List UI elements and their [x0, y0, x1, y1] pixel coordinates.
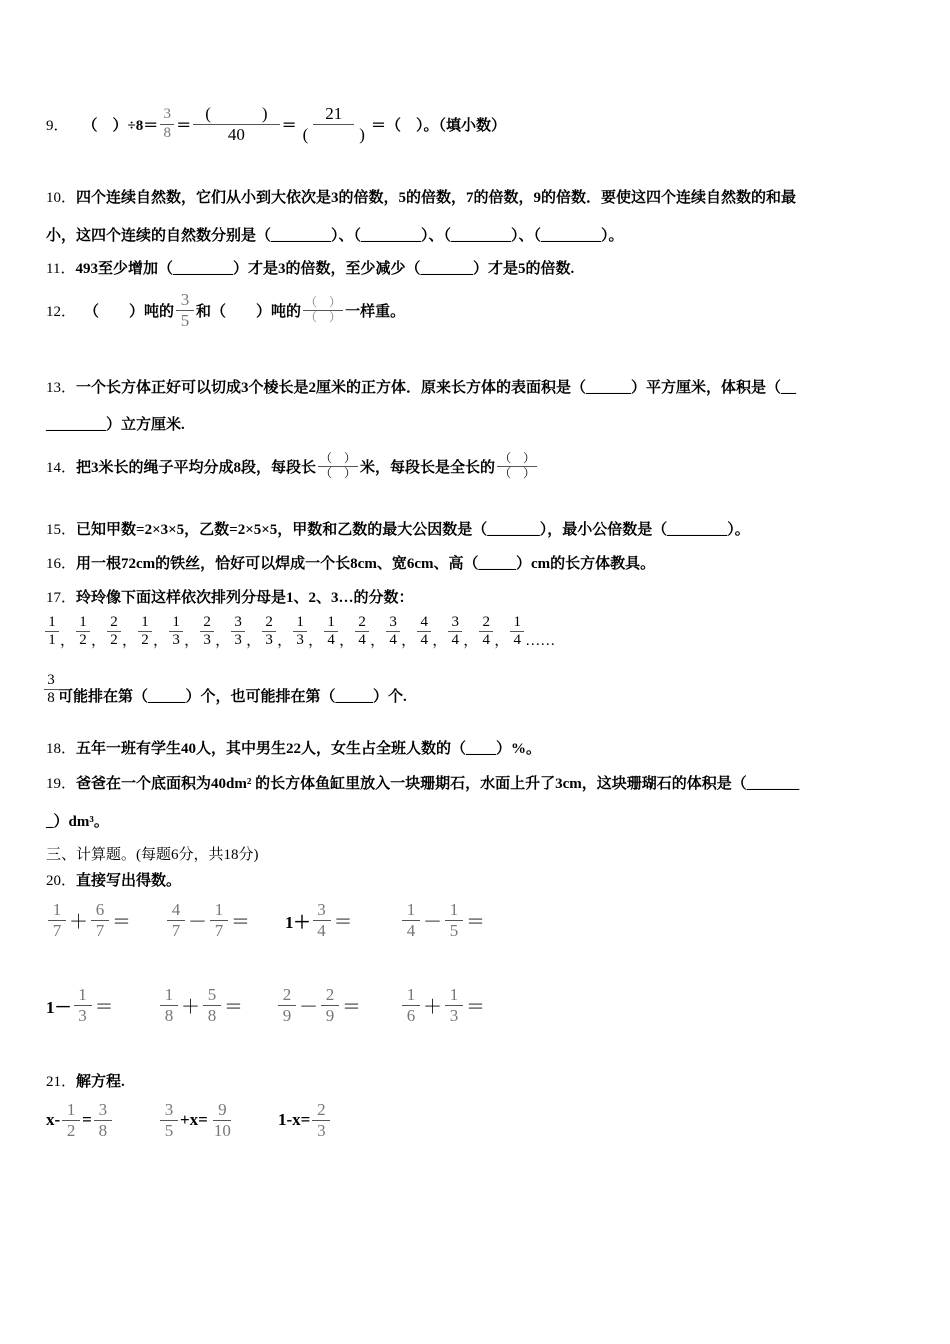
denominator: 5	[180, 310, 190, 330]
fraction	[278, 985, 296, 1025]
denominator: 8	[98, 1120, 108, 1140]
separator: ，	[463, 632, 479, 649]
fraction	[299, 104, 369, 144]
operator: ＝	[94, 996, 114, 1018]
text: 和（ ）吨的	[196, 303, 302, 320]
numerator: （ ）	[305, 294, 342, 309]
denominator: 3	[317, 1120, 326, 1140]
text: 四个连续自然数，它们从小到大依次是3的倍数，5的倍数，7的倍数，9的倍数．要使这四个连续自然数的和最	[76, 190, 797, 206]
denominator: 3	[78, 1005, 87, 1025]
question-13	[46, 376, 796, 397]
fraction	[200, 614, 214, 650]
numerator: 4	[167, 900, 185, 921]
operator: ＝	[224, 996, 244, 1018]
numerator: 2	[312, 1100, 330, 1121]
text: 直接写出得数。	[76, 873, 182, 889]
denominator: （ ）	[499, 465, 536, 480]
text: +x=	[180, 1110, 208, 1130]
fraction	[167, 900, 185, 940]
numerator: 1	[293, 614, 307, 632]
numerator: 1	[169, 614, 183, 632]
denominator: 5	[164, 1120, 174, 1140]
text: 用一根72cm的铁丝，恰好可以焊成一个长8cm、宽6cm、高（_____）cm的长方体教具。	[76, 556, 656, 572]
fraction	[169, 614, 183, 650]
calc-item	[400, 985, 486, 1025]
separator: ，	[370, 632, 386, 649]
separator: ，	[246, 632, 262, 649]
question-16	[46, 552, 655, 573]
question-number: 9．	[46, 117, 69, 134]
question-19-cont	[46, 810, 109, 831]
numerator: 2	[200, 614, 214, 632]
operator: ＝	[342, 996, 362, 1018]
fraction	[203, 985, 221, 1025]
operator: ＋	[69, 911, 89, 933]
denominator: 4	[513, 632, 521, 649]
numerator: 2	[479, 614, 493, 632]
operator: ＝	[333, 911, 353, 933]
question-10-cont	[46, 224, 624, 245]
fraction	[62, 1100, 80, 1140]
fraction	[231, 614, 245, 650]
calc-item	[285, 900, 354, 940]
question-number: 20．	[46, 873, 77, 889]
calc-item	[46, 985, 115, 1025]
calc-item	[158, 1100, 237, 1140]
numerator: 9	[213, 1100, 231, 1121]
text: 已知甲数=2×3×5，乙数=2×5×5，甲数和乙数的最大公因数是（_______），最小公倍数是（________）。	[76, 522, 750, 538]
question-number: 10．	[46, 190, 77, 206]
numerator: 1	[45, 614, 59, 632]
fraction	[160, 1100, 178, 1140]
denominator: 4	[358, 632, 366, 649]
question-15	[46, 518, 750, 539]
question-19	[46, 772, 799, 793]
fraction	[160, 985, 178, 1025]
calc-item	[165, 900, 251, 940]
denominator: 1	[48, 632, 56, 649]
fraction	[74, 985, 92, 1025]
separator: ，	[308, 632, 324, 649]
numerator: ( )	[193, 104, 279, 125]
fraction	[402, 985, 420, 1025]
calc-item	[46, 900, 132, 940]
numerator: 2	[262, 614, 276, 632]
separator: ，	[184, 632, 200, 649]
fraction	[497, 452, 537, 481]
text: ＝	[176, 117, 192, 134]
fraction	[402, 900, 420, 940]
question-20	[46, 869, 181, 890]
operator: －	[299, 996, 319, 1018]
text: 一样重。	[345, 303, 406, 320]
text: 1－	[46, 997, 72, 1017]
question-14	[46, 452, 539, 481]
denominator: 8	[207, 1005, 217, 1025]
separator: ，	[494, 632, 510, 649]
numerator: 5	[203, 985, 221, 1006]
denominator: 4	[420, 632, 428, 649]
question-number: 15．	[46, 522, 77, 538]
fraction	[160, 106, 174, 142]
denominator: 10	[213, 1120, 231, 1140]
text: 玲玲像下面这样依次排列分母是1、2、3…的分数：	[76, 590, 414, 606]
text: 1-x=	[278, 1110, 311, 1130]
numerator: 1	[74, 985, 92, 1006]
denominator: 3	[203, 632, 211, 649]
denominator: 8	[164, 1005, 174, 1025]
fraction	[94, 1100, 112, 1140]
text: 493至少增加（________）才是3的倍数，至少减少（_______）才是5的倍数.	[75, 261, 575, 277]
denominator: 9	[325, 1005, 335, 1025]
separator: ，	[60, 632, 76, 649]
denominator: 7	[95, 920, 105, 940]
fraction	[321, 985, 339, 1025]
separator: ，	[122, 632, 138, 649]
operator: ＝	[466, 996, 486, 1018]
denominator: 4	[389, 632, 397, 649]
text: =	[82, 1110, 92, 1130]
denominator: ( )	[302, 124, 365, 144]
question-number: 19．	[46, 776, 77, 792]
denominator: 3	[296, 632, 304, 649]
numerator: 3	[448, 614, 462, 632]
question-number: 17．	[46, 590, 77, 606]
operator: ＋	[423, 996, 443, 1018]
separator: ，	[91, 632, 107, 649]
numerator: 2	[355, 614, 369, 632]
ellipsis: ……	[525, 632, 556, 649]
numerator: 1	[445, 985, 463, 1006]
numerator: 1	[48, 900, 66, 921]
denominator: 3	[265, 632, 273, 649]
fraction-sequence	[44, 614, 555, 650]
fraction	[386, 614, 400, 650]
fraction	[510, 614, 524, 650]
fraction	[318, 452, 358, 481]
fraction	[303, 296, 343, 325]
fraction	[44, 672, 58, 708]
text: 一个长方体正好可以切成3个棱长是2厘米的正方体．原来长方体的表面积是（______）平方厘米，体积是（__	[76, 380, 797, 396]
numerator: 3	[386, 614, 400, 632]
calc-item	[158, 985, 244, 1025]
denominator: 3	[172, 632, 180, 649]
question-number: 12．	[46, 303, 77, 320]
numerator: 6	[91, 900, 109, 921]
fraction	[193, 104, 279, 144]
numerator: 21	[313, 104, 354, 125]
denominator: 2	[79, 632, 87, 649]
question-17-cont	[44, 672, 407, 708]
numerator: 1	[324, 614, 338, 632]
separator: ，	[277, 632, 293, 649]
separator: ，	[215, 632, 231, 649]
numerator: 3	[231, 614, 245, 632]
denominator: 8	[47, 690, 55, 707]
numerator: 1	[76, 614, 90, 632]
fraction	[76, 614, 90, 650]
text: x-	[46, 1110, 61, 1130]
operator: －	[423, 911, 443, 933]
calc-item	[46, 1100, 114, 1140]
calc-item	[400, 900, 486, 940]
text: 米，每段长是全长的	[360, 459, 496, 476]
numerator: 3	[160, 106, 174, 124]
denominator: 4	[482, 632, 490, 649]
fraction	[210, 900, 228, 940]
question-number: 13．	[46, 380, 77, 396]
fraction	[48, 900, 66, 940]
section-heading	[46, 843, 259, 864]
fraction	[355, 614, 369, 650]
numerator: 1	[402, 985, 420, 1006]
numerator: 1	[445, 900, 463, 921]
operator: ＝	[466, 911, 486, 933]
question-13-cont	[46, 413, 185, 434]
operator: ＝	[112, 911, 132, 933]
numerator: 3	[44, 672, 58, 690]
denominator: 4	[327, 632, 335, 649]
fraction	[107, 614, 121, 650]
numerator: 4	[417, 614, 431, 632]
denominator: 7	[52, 920, 62, 940]
denominator: 40	[227, 124, 245, 144]
numerator: 2	[278, 985, 296, 1006]
denominator: 5	[449, 920, 459, 940]
text: ＝（ ）。（填小数）	[370, 117, 506, 134]
text: 把3米长的绳子平均分成8段，每段长	[76, 459, 317, 476]
numerator: 2	[107, 614, 121, 632]
fraction	[445, 900, 463, 940]
denominator: （ ）	[305, 309, 342, 324]
calc-item	[278, 1100, 332, 1140]
text: ________）立方厘米.	[46, 417, 185, 433]
text: ＝	[281, 117, 297, 134]
numerator: （ ）	[320, 451, 357, 465]
numerator: 1	[138, 614, 152, 632]
question-10	[46, 186, 796, 207]
question-18	[46, 737, 541, 758]
denominator: 4	[317, 920, 326, 940]
question-9	[46, 104, 506, 144]
question-11	[46, 257, 574, 278]
numerator: 3	[313, 900, 331, 921]
text: 小，这四个连续的自然数分别是（________）、（________）、（________）、（________）。	[46, 228, 624, 244]
text: （ ）÷8＝	[82, 117, 159, 134]
numerator: 3	[176, 290, 194, 311]
denominator: （ ）	[320, 465, 357, 480]
fraction	[210, 1100, 235, 1140]
fraction	[91, 900, 109, 940]
numerator: 1	[210, 900, 228, 921]
question-number: 11．	[46, 261, 76, 277]
text: 解方程.	[76, 1074, 125, 1090]
fraction	[448, 614, 462, 650]
fraction	[324, 614, 338, 650]
denominator: 2	[66, 1120, 76, 1140]
fraction	[262, 614, 276, 650]
numerator: 3	[94, 1100, 112, 1121]
numerator: 1	[160, 985, 178, 1006]
numerator: 3	[160, 1100, 178, 1121]
denominator: 2	[110, 632, 118, 649]
numerator: 1	[402, 900, 420, 921]
denominator: 8	[163, 124, 171, 141]
question-number: 16．	[46, 556, 77, 572]
separator: ，	[339, 632, 355, 649]
denominator: 3	[449, 1005, 459, 1025]
denominator: 7	[171, 920, 181, 940]
question-21	[46, 1070, 125, 1091]
numerator: （ ）	[499, 451, 536, 465]
separator: ，	[432, 632, 448, 649]
fraction	[313, 900, 331, 940]
calc-item	[276, 985, 362, 1025]
question-number: 14．	[46, 459, 77, 476]
text: （ ）吨的	[84, 303, 175, 320]
fraction	[445, 985, 463, 1025]
operator: －	[188, 911, 208, 933]
fraction	[138, 614, 152, 650]
fraction	[293, 614, 307, 650]
denominator: 4	[406, 920, 416, 940]
numerator: 2	[321, 985, 339, 1006]
question-number: 21．	[46, 1074, 77, 1090]
separator: ，	[153, 632, 169, 649]
denominator: 7	[214, 920, 224, 940]
operator: ＋	[181, 996, 201, 1018]
fraction	[176, 290, 194, 330]
fraction	[479, 614, 493, 650]
denominator: 9	[282, 1005, 292, 1025]
question-12	[46, 290, 405, 330]
separator: ，	[401, 632, 417, 649]
text: 1＋	[285, 912, 311, 932]
numerator: 1	[510, 614, 524, 632]
section-title: 三、计算题。(每题6分，共18分)	[46, 847, 259, 863]
text: 可能排在第（_____）个，也可能排在第（_____）个.	[58, 688, 407, 705]
fraction	[312, 1100, 330, 1140]
text: _）dm³。	[46, 814, 109, 830]
denominator: 4	[451, 632, 459, 649]
fraction	[417, 614, 431, 650]
denominator: 3	[234, 632, 242, 649]
text: 爸爸在一个底面积为40dm² 的长方体鱼缸里放入一块珊期石，水面上升了3cm，这块珊瑚石的体积是（_______	[76, 776, 800, 792]
operator: ＝	[231, 911, 251, 933]
numerator: 1	[62, 1100, 80, 1121]
fraction	[45, 614, 59, 650]
text: 五年一班有学生40人，其中男生22人，女生占全班人数的（____）%。	[76, 741, 542, 757]
denominator: 6	[406, 1005, 416, 1025]
question-number: 18．	[46, 741, 77, 757]
question-17	[46, 586, 414, 607]
denominator: 2	[141, 632, 149, 649]
